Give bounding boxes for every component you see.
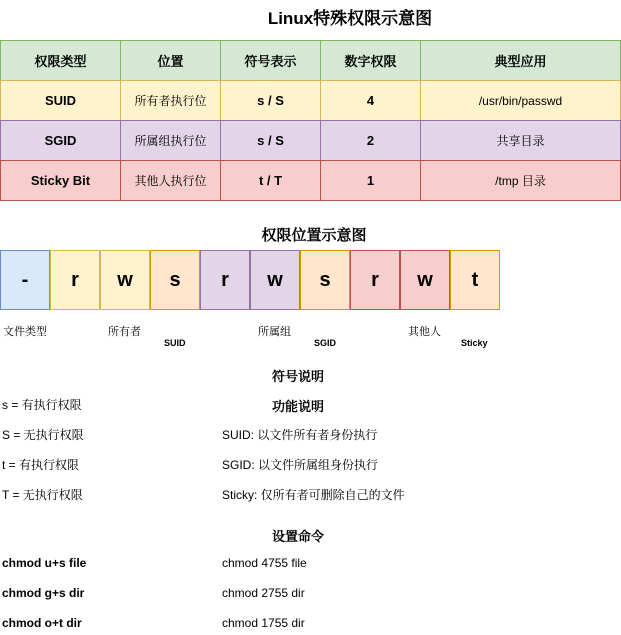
table-cell-numeric: 2	[320, 120, 421, 161]
table-cell-numeric: 1	[320, 160, 421, 201]
table-cell-symbol: s / S	[220, 80, 321, 121]
commands-title: 设置命令	[272, 529, 325, 544]
table-cell-usage: /tmp 目录	[420, 160, 621, 201]
table-cell-position: 所有者执行位	[120, 80, 221, 121]
table-cell-symbol: s / S	[220, 120, 321, 161]
table-cell-type: SGID	[0, 120, 121, 161]
table-header-usage: 典型应用	[420, 40, 621, 81]
label-sticky: Sticky	[461, 338, 488, 348]
symbol-item: S = 无执行权限	[2, 428, 84, 442]
functions-title: 功能说明	[272, 399, 325, 414]
table-header-symbol: 符号表示	[220, 40, 321, 81]
label-file-type: 文件类型	[3, 326, 47, 338]
command-numeric: chmod 2755 dir	[222, 586, 305, 600]
table-header-position: 位置	[120, 40, 221, 81]
bit-suid: s	[150, 250, 200, 310]
bit-sgid: s	[300, 250, 350, 310]
bit-others-write: w	[400, 250, 450, 310]
table-cell-position: 所属组执行位	[120, 120, 221, 161]
symbols-title: 符号说明	[272, 369, 325, 384]
bit-group-write: w	[250, 250, 300, 310]
bit-file-type: -	[0, 250, 50, 310]
command-symbolic: chmod o+t dir	[2, 616, 82, 630]
table-cell-usage: 共享目录	[420, 120, 621, 161]
label-suid: SUID	[164, 338, 186, 348]
label-group: 所属组	[258, 326, 291, 338]
bit-owner-read: r	[50, 250, 100, 310]
label-owner: 所有者	[108, 326, 141, 338]
table-cell-type: SUID	[0, 80, 121, 121]
command-symbolic: chmod u+s file	[2, 556, 87, 570]
label-sgid: SGID	[314, 338, 337, 348]
command-numeric: chmod 4755 file	[222, 556, 307, 570]
diagram-title: 权限位置示意图	[261, 227, 367, 244]
table-cell-numeric: 4	[320, 80, 421, 121]
table-header-numeric: 数字权限	[320, 40, 421, 81]
function-item: Sticky: 仅所有者可删除自己的文件	[222, 488, 405, 502]
table-cell-usage: /usr/bin/passwd	[420, 80, 621, 121]
symbol-item: T = 无执行权限	[2, 488, 83, 502]
bit-sticky: t	[450, 250, 500, 310]
bit-others-read: r	[350, 250, 400, 310]
command-numeric: chmod 1755 dir	[222, 616, 305, 630]
label-others: 其他人	[408, 326, 441, 338]
symbol-item: t = 有执行权限	[2, 458, 80, 472]
table-cell-type: Sticky Bit	[0, 160, 121, 201]
function-item: SGID: 以文件所属组身份执行	[222, 458, 379, 472]
function-item: SUID: 以文件所有者身份执行	[222, 428, 378, 442]
page-title: Linux特殊权限示意图	[267, 9, 433, 28]
table-cell-position: 其他人执行位	[120, 160, 221, 201]
symbol-item: s = 有执行权限	[2, 398, 82, 412]
bit-owner-write: w	[100, 250, 150, 310]
bit-group-read: r	[200, 250, 250, 310]
table-header-type: 权限类型	[0, 40, 121, 81]
command-symbolic: chmod g+s dir	[2, 586, 85, 600]
table-cell-symbol: t / T	[220, 160, 321, 201]
